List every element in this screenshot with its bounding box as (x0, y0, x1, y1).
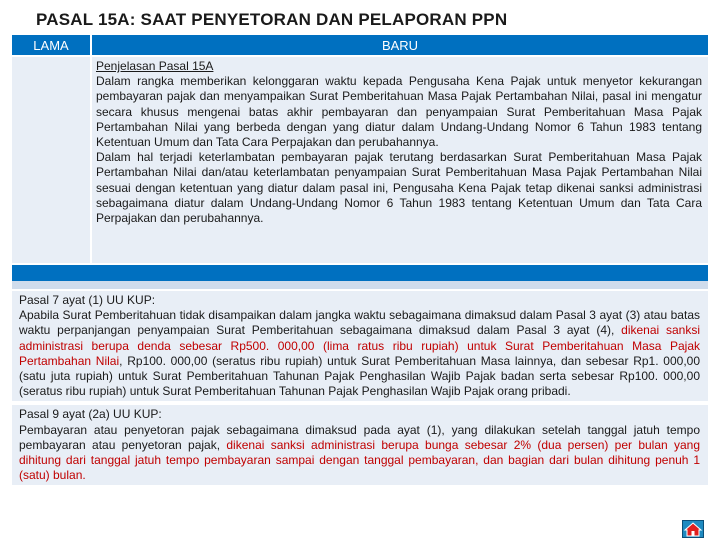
home-icon (683, 521, 703, 537)
kup-pasal-7-text: Apabila Surat Pemberitahuan tidak disampaikan dalam jangka waktu sebagaimana dimaksud dalam Pasal 3 ayat (3) atau batas waktu perpanjangan penyampaian Surat Pemberitahuan sebagaimana dimaksud dalam Pasal 3 ayat (4), (19, 308, 700, 338)
kup-pasal-9-text: Pembayaran atau penyetoran pajak sebagaimana dimaksud pada ayat (1), yang dilakukan setelah tanggal jatuh tempo pembayaran atau penyetoran pajak, (19, 422, 700, 452)
home-button[interactable] (682, 520, 704, 538)
kup-pasal-9-box (12, 405, 708, 485)
baru-paragraph-2: Dalam hal terjadi keterlambatan pembayaran pajak terutang berdasarkan Surat Pemberitahuan Masa Pajak Pertambahan Nilai dan/atau keterlambatan penyampaian Surat Pemberitahuan Masa Pajak Pertambahan Nilai sesuai dengan ketentuan yang diatur dalam pasal ini, Pengusaha Kena Pajak tetap dikenai sanksi administrasi sebagaimana diatur dalam Undang-Undang Nomor 6 Tahun 1983 tentang Ketentuan Umum dan Tata Cara Perpajakan dan perubahannya. (96, 150, 702, 226)
baru-paragraph-1: Dalam rangka memberikan kelonggaran waktu kepada Pengusaha Kena Pajak untuk menyetor kekurangan pembayaran pajak dan menyampaikan Surat Pemberitahuan Masa Pajak Pertambahan Nilai, pasal ini mengatur secara khusus mengenai batas akhir pembayaran dan penyampaian Surat Pemberitahuan Masa Pajak Pertambahan Nilai yang berbeda dengan yang diatur dalam Undang-Undang Nomor 6 Tahun 1983 tentang Ketentuan Umum dan Tata Cara Perpajakan dan perubahannya. (96, 74, 702, 150)
page-title: PASAL 15A: SAAT PENYETORAN DAN PELAPORAN PPN (36, 10, 508, 29)
kup-pasal-7-text-rest: , Rp100. 000,00 (seratus ribu rupiah) untuk Surat Pemberitahuan Masa lainnya, dan sebesar Rp1. 000,00 (satu juta rupiah) untuk Surat Pemberitahuan Tahunan Pajak Penghasilan Wajib Pajak badan serta sebesar Rp100. 000,00 (seratus ribu rupiah) untuk Surat Pemberitahuan Tahunan Pajak Penghasilan Wajib Pajak orang pribadi. (19, 353, 701, 399)
comparison-table (12, 35, 708, 485)
kup-pasal-9-sanction: dikenai sanksi administrasi berupa bunga sebesar 2% (dua persen) per bulan yang dihitung dari tanggal jatuh tempo pembayaran sampai dengan tanggal pembayaran, dan bagian dari bulan dihitung penuh 1 (satu) bulan. (19, 437, 701, 483)
kup-pasal-7-heading: Pasal 7 ayat (1) UU KUP: (19, 293, 156, 307)
table-header-row (12, 35, 708, 55)
column-header-baru: BARU (92, 35, 708, 55)
kup-pasal-9-heading: Pasal 9 ayat (2a) UU KUP: (19, 407, 162, 422)
column-header-lama: LAMA (12, 35, 92, 55)
lama-cell (12, 57, 92, 263)
kup-pasal-7-box (12, 291, 708, 401)
baru-heading: Penjelasan Pasal 15A (96, 59, 214, 73)
baru-cell (92, 57, 708, 263)
table-row (12, 57, 708, 263)
section-divider (12, 265, 708, 281)
kup-pasal-7-sanction: dikenai sanksi administrasi berupa denda sebesar Rp500. 000,00 (lima ratus ribu rupiah) untuk Surat Pemberitahuan Masa Pajak Pertambahan Nilai (19, 323, 701, 368)
section-divider-light (12, 281, 708, 289)
